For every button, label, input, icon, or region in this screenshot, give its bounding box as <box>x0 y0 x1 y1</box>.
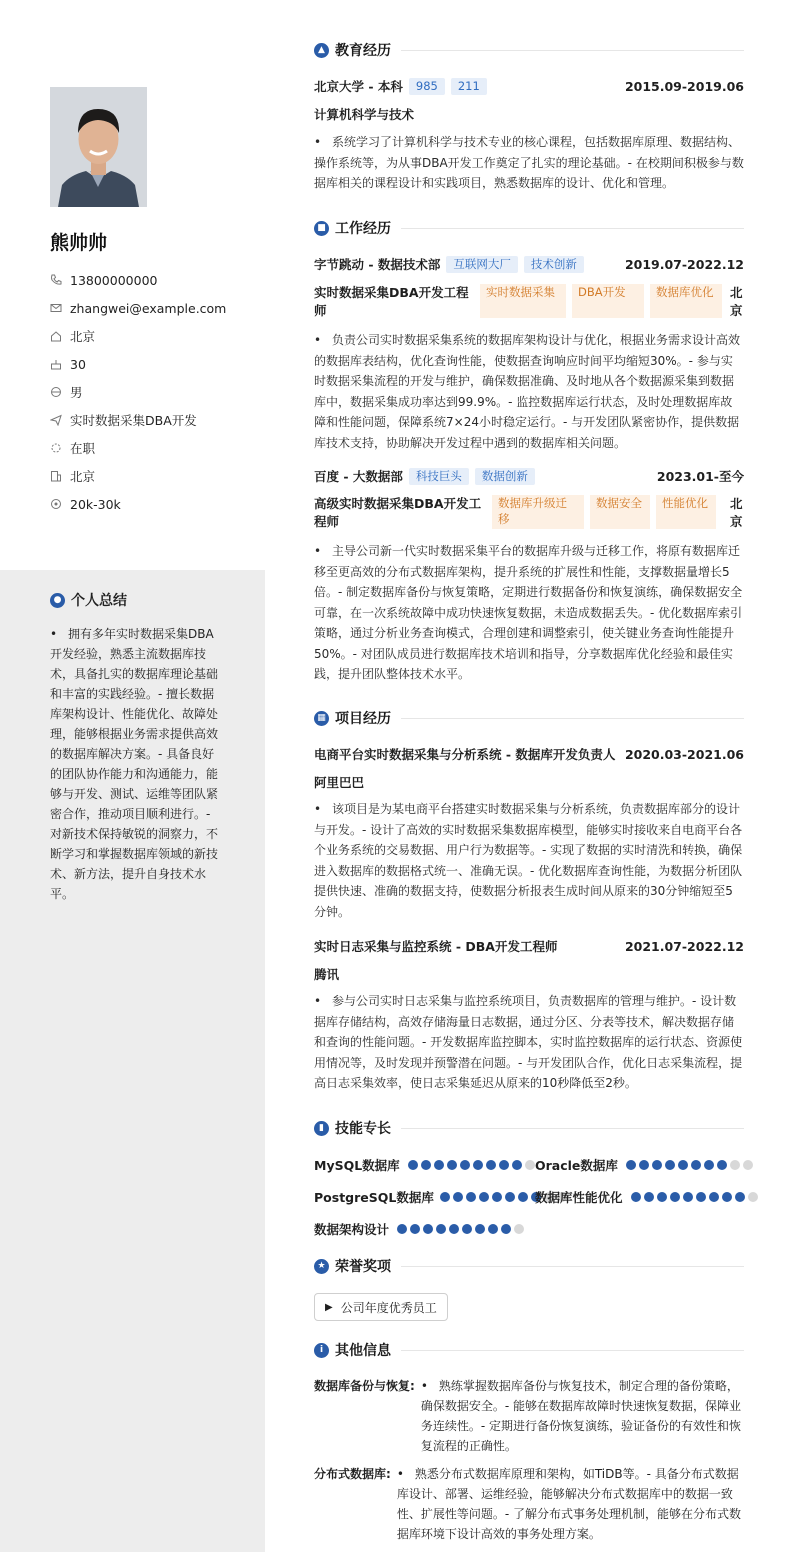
skill-dot <box>644 1192 654 1202</box>
home-icon <box>50 330 62 342</box>
summary-text: • 拥有多年实时数据采集DBA开发经验，熟悉主流数据库技术，具备扎实的数据库理论基础和丰富的实践经验。- 擅长数据库架构设计、性能优化、故障处理，能够根据业务需求提供高效的数据库解决方案。- 具备良好的团队协作能力和沟通能力，能够与开发、测试、运维等团队紧密合作，推动项目顺利进行。- 对新技术保持敏锐的洞察力，不断学习和掌握数据库领域的新技术、新方法，提升自身技术水平。 <box>50 627 219 901</box>
other-item: 数据库备份与恢复: • 熟练掌握数据库备份与恢复技术，制定合理的备份策略，确保数据安全。- 能够在数据库故障时快速恢复数据，保障业务连续性。- 定期进行备份恢复演练，验证备份的有效性和恢复流程的正确性。 <box>314 1379 741 1453</box>
grid-icon: ▦ <box>314 711 329 726</box>
skill-dot <box>440 1192 450 1202</box>
skill-dot <box>743 1160 753 1170</box>
education-heading: ▲ 教育经历 <box>314 40 744 60</box>
tag: 科技巨头 <box>409 468 469 485</box>
skill-level <box>397 1224 527 1234</box>
skill-level <box>631 1192 761 1202</box>
avatar <box>50 87 147 207</box>
work-company-row: 字节跳动 - 数据技术部 互联网大厂 技术创新 2019.07-2022.12 <box>314 256 744 272</box>
skill-dot <box>505 1192 515 1202</box>
tag: 技术创新 <box>524 256 584 273</box>
tag: 211 <box>451 78 487 95</box>
skill-dot <box>499 1160 509 1170</box>
briefcase-icon: ■ <box>314 221 329 236</box>
skill-dot <box>460 1160 470 1170</box>
skill-dot <box>525 1160 535 1170</box>
tag: 数据创新 <box>475 468 535 485</box>
email-row: zhangwei@example.com <box>50 294 260 322</box>
skill-dot <box>492 1192 502 1202</box>
work-company-row: 百度 - 大数据部 科技巨头 数据创新 2023.01-至今 <box>314 468 744 484</box>
education-major: 计算机科学与技术 <box>314 107 415 122</box>
skill-dot <box>512 1160 522 1170</box>
project-desc: • 参与公司实时日志采集与监控系统项目，负责数据库的管理与维护。- 设计数据库存储结构，高效存储海量日志数据，通过分区、分表等技术，解决数据存储和查询的性能问题。- 开发数据库监控脚本，实时监控数据库的运行状态、资源使用情况等，及时发现并预警潜在问题。- 与开发团队合作，优化日志采集流程，提高日志采集效率，使日志采集延迟从原来的10秒降低至2秒。 <box>314 994 743 1090</box>
skill-dot <box>479 1192 489 1202</box>
awards-heading: ★ 荣誉奖项 <box>314 1256 744 1276</box>
skill-dot <box>717 1160 727 1170</box>
skill-dot <box>748 1192 758 1202</box>
skill-item: 数据架构设计 <box>314 1220 527 1238</box>
education-desc: • 系统学习了计算机科学与技术专业的核心课程，包括数据库原理、数据结构、操作系统等，为从事DBA开发工作奠定了扎实的理论基础。- 在校期间积极参与数据库相关的课程设计和实践项目，熟悉数据库的设计、优化和管理。 <box>314 135 744 190</box>
skill-dot <box>475 1224 485 1234</box>
skill-dot <box>704 1160 714 1170</box>
skill-dot <box>631 1192 641 1202</box>
skill-dot <box>730 1160 740 1170</box>
skill-dot <box>449 1224 459 1234</box>
play-icon: ▶ <box>325 1301 333 1313</box>
salary-icon <box>50 498 62 510</box>
tag: 性能优化 <box>656 495 716 529</box>
other-heading: i 其他信息 <box>314 1340 744 1360</box>
skill-dot <box>423 1224 433 1234</box>
skill-dot <box>722 1192 732 1202</box>
skill-item: PostgreSQL数据库 <box>314 1188 570 1206</box>
work-heading: ■ 工作经历 <box>314 218 744 238</box>
work-desc: • 主导公司新一代实时数据采集平台的数据库升级与迁移工作，将原有数据库迁移至更高效的分布式数据库架构，提升系统的扩展性和性能，支撑数据量增长5倍。- 制定数据库备份与恢复策略，定期进行数据备份和恢复演练，确保数据安全可靠，在一次系统故障中成功快速恢复数据，未造成数据丢失。- 优化数据库索引策略，通过分析业务查询模式，合理创建和调整索引，使关键业务查询性能提升50%。- 对团队成员进行数据库技术培训和指导，分享数据库优化经验和最佳实践，提升团队整体技术水平。 <box>314 544 743 681</box>
project-desc: • 该项目是为某电商平台搭建实时数据采集与分析系统，负责数据库部分的设计与开发。- 设计了高效的实时数据采集数据库模型，能够实时接收来自电商平台各个业务系统的交易数据、用户行为数据等。- 实现了数据的实时清洗和转换，确保进入数据库的数据格式统一、准确无误。- 优化数据库查询性能，为数据分析团队提供快速、准确的数据支持，使数据分析报表生成时间从原来的30分钟缩短至5分钟。 <box>314 802 743 919</box>
graduation-cap-icon: ▲ <box>314 43 329 58</box>
skill-item: Oracle数据库 <box>535 1156 756 1174</box>
bar-chart-icon: ▮ <box>314 1121 329 1136</box>
skill-dot <box>696 1192 706 1202</box>
award-item[interactable]: ▶ 公司年度优秀员工 <box>314 1293 448 1321</box>
city-row: 北京 <box>50 462 260 490</box>
other-item: 分布式数据库: • 熟悉分布式数据库原理和架构，如TiDB等。- 具备分布式数据库设计、部署、运维经验，能够解决分布式数据库中的数据一致性、扩展性等问题。- 了解分布式事务处理机制，能够在分布式数据库环境下设计高效的事务处理方案。 <box>314 1467 741 1541</box>
skill-dot <box>466 1192 476 1202</box>
summary-heading: ● 个人总结 <box>50 590 127 610</box>
award-icon: ★ <box>314 1259 329 1274</box>
skill-dot <box>462 1224 472 1234</box>
skill-item: MySQL数据库 <box>314 1156 538 1174</box>
project-org: 阿里巴巴 <box>314 775 365 790</box>
skill-dot <box>691 1160 701 1170</box>
contact-info <box>50 266 260 518</box>
skill-dot <box>421 1160 431 1170</box>
skill-level <box>626 1160 756 1170</box>
mail-icon <box>50 302 62 314</box>
projects-heading: ▦ 项目经历 <box>314 708 744 728</box>
skill-dot <box>652 1160 662 1170</box>
project-row: 实时日志采集与监控系统 - DBA开发工程师 2021.07-2022.12 <box>314 938 744 954</box>
work-role-row: 高级实时数据采集DBA开发工程师 数据库升级迁移 数据安全 性能优化 北京 <box>314 496 743 529</box>
phone-icon <box>50 274 62 286</box>
skill-dot <box>397 1224 407 1234</box>
user-icon: ● <box>50 593 65 608</box>
tag: 实时数据采集 <box>480 284 566 318</box>
skill-dot <box>683 1192 693 1202</box>
skill-level <box>408 1160 538 1170</box>
status-row: 在职 <box>50 434 260 462</box>
tag: 数据安全 <box>590 495 650 529</box>
project-org: 腾讯 <box>314 967 340 982</box>
skill-dot <box>670 1192 680 1202</box>
gender-row: 男 <box>50 378 260 406</box>
skill-dot <box>709 1192 719 1202</box>
skill-item: 数据库性能优化 <box>535 1188 761 1206</box>
skill-dot <box>486 1160 496 1170</box>
tag: 数据库优化 <box>650 284 722 318</box>
education-row: 北京大学 - 本科 985 211 2015.09-2019.06 <box>314 78 744 94</box>
skill-dot <box>665 1160 675 1170</box>
intention-row: 实时数据采集DBA开发 <box>50 406 260 434</box>
skill-dot <box>735 1192 745 1202</box>
info-icon: i <box>314 1343 329 1358</box>
salary-row: 20k-30k <box>50 490 260 518</box>
location-row: 北京 <box>50 322 260 350</box>
skills-heading: ▮ 技能专长 <box>314 1118 744 1138</box>
skill-dot <box>639 1160 649 1170</box>
cake-icon <box>50 358 62 370</box>
skill-dot <box>514 1224 524 1234</box>
work-desc: • 负责公司实时数据采集系统的数据库架构设计与优化，根据业务需求设计高效的数据库表结构，优化查询性能，使数据查询响应时间平均缩短30%。- 参与实时数据采集流程的开发与维护，确保数据准确、及时地从各个数据源采集到数据库中，数据采集成功率达到99.9%。- 监控数据库运行状态，及时处理数据库故障和性能问题，保障系统7×24小时稳定运行。- 与开发团队紧密协作，提供数据库技术支持，协助解决开发过程中遇到的数据库相关问题。 <box>314 333 741 450</box>
skill-dot <box>447 1160 457 1170</box>
skill-dot <box>626 1160 636 1170</box>
skill-dot <box>488 1224 498 1234</box>
skill-dot <box>408 1160 418 1170</box>
skill-dot <box>657 1192 667 1202</box>
gender-icon <box>50 386 62 398</box>
skill-dot <box>501 1224 511 1234</box>
send-icon <box>50 414 62 426</box>
tag: 互联网大厂 <box>446 256 518 273</box>
skill-dot <box>410 1224 420 1234</box>
skill-dot <box>453 1192 463 1202</box>
sidebar <box>0 0 265 1552</box>
skill-dot <box>678 1160 688 1170</box>
building-icon <box>50 470 62 482</box>
work-role-row: 实时数据采集DBA开发工程师 实时数据采集 DBA开发 数据库优化 北京 <box>314 285 743 318</box>
tag: 数据库升级迁移 <box>492 495 584 529</box>
skill-dot <box>518 1192 528 1202</box>
phone-row: 13800000000 <box>50 266 260 294</box>
age-row: 30 <box>50 350 260 378</box>
skill-dot <box>473 1160 483 1170</box>
profile-name: 熊帅帅 <box>50 232 108 254</box>
tag: 985 <box>409 78 445 95</box>
skill-dot <box>434 1160 444 1170</box>
skill-dot <box>436 1224 446 1234</box>
tag: DBA开发 <box>572 284 644 318</box>
project-row: 电商平台实时数据采集与分析系统 - 数据库开发负责人 2020.03-2021.06 <box>314 746 744 762</box>
status-icon <box>50 442 62 454</box>
